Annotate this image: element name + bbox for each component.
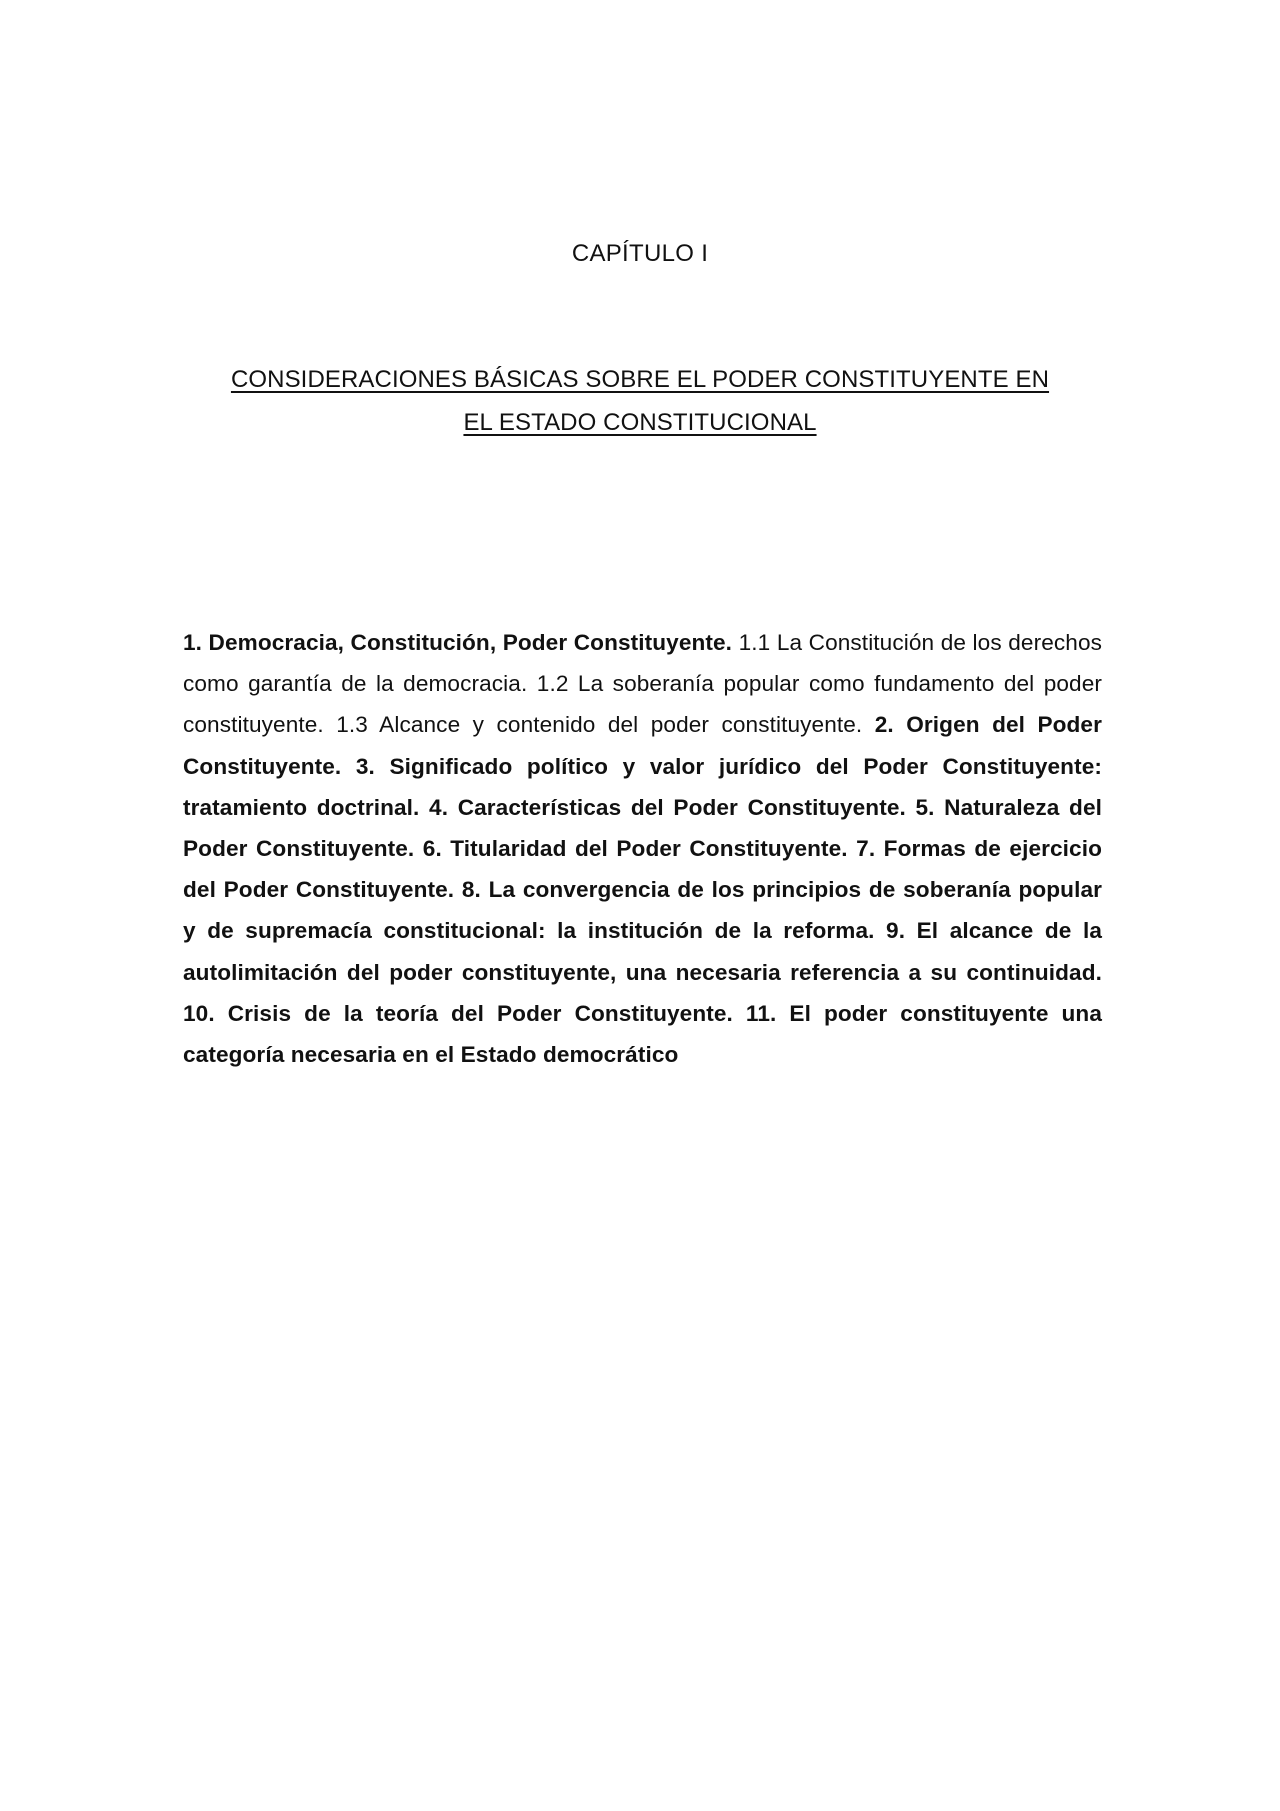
summary-sections-2-11: 2. Origen del Poder Constituyente. 3. Significado político y valor jurídico del Poder Constituyente: tratamiento doctrinal. 4. Características del Poder Constituyente. 5. Naturaleza del Poder Constituyente. 6. Titularidad del Poder Constituyente. 7. Formas de ejercicio del Poder Constituyente. 8. La convergencia de los principios de soberanía popular y de supremacía constitucional: la institución de la reforma. 9. El alcance de la autolimitación del poder constituyente, una necesaria referencia a su continuidad. 10. Crisis de la teoría del Poder Constituyente. 11. El poder constituyente una categoría necesaria en el Estado democrático bbox=[183, 712, 1102, 1068]
summary-subsections-1: 1.1 La Constitución de los derechos como garantía de la democracia. 1.2 La soberanía popular como fundamento del poder constituyente. 1.3 Alcance y contenido del poder constituyente. bbox=[183, 630, 1103, 738]
chapter-title-line-2: EL ESTADO CONSTITUCIONAL bbox=[463, 409, 817, 436]
chapter-heading: CAPÍTULO I bbox=[571, 240, 709, 267]
summary-section-1: 1. Democracia, Constitución, Poder Constituyente. bbox=[183, 630, 733, 655]
chapter-title bbox=[180, 358, 1100, 444]
chapter-title-line-1: CONSIDERACIONES BÁSICAS SOBRE EL PODER CONSTITUYENTE EN bbox=[230, 366, 1050, 393]
chapter-summary bbox=[183, 622, 1102, 1075]
